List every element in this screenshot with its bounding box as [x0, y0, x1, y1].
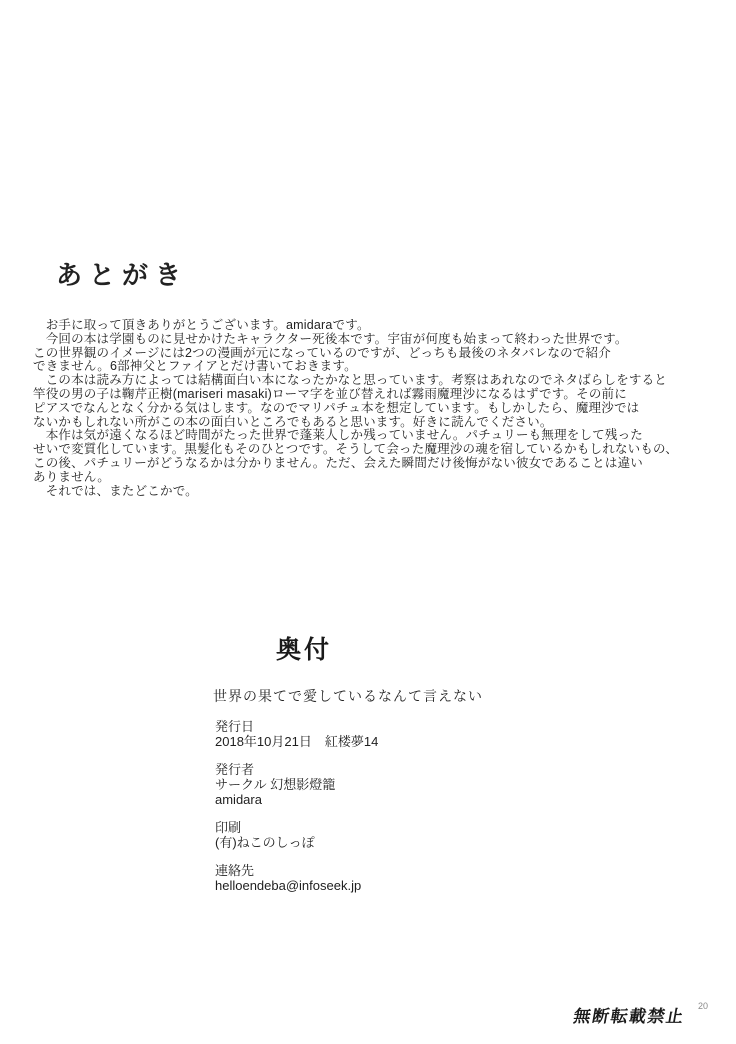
- copyright-notice: 無断転載禁止: [571, 1007, 687, 1026]
- colophon-label: 印刷: [215, 820, 242, 835]
- colophon-group-publication-date: [215, 719, 378, 749]
- afterword-line: この本は読み方によっては結構面白い本になったかなと思っています。考察はあれなのでネタばらしをすると: [33, 373, 668, 388]
- page-number: 20: [698, 1001, 709, 1011]
- afterword-text: [33, 319, 723, 498]
- publication-date-value: 2018年10月21日 紅楼夢14: [215, 734, 379, 749]
- afterword-line: それでは、またどこかで。: [33, 483, 198, 498]
- contact-email-value: helloendeba@infoseek.jp: [215, 878, 362, 893]
- colophon-group-publisher: [215, 762, 378, 807]
- colophon-group-contact: [215, 863, 378, 893]
- colophon-heading: 奥付: [276, 636, 333, 664]
- afterword-line: ないかもしれない所がこの本の面白いところでもあると思います。好きに読んでください。: [33, 414, 553, 429]
- afterword-line: 今回の本は学園ものに見せかけたキャラクター死後本です。宇宙が何度も始まって終わった世界です。: [33, 331, 628, 346]
- afterword-line: せいで変質化しています。黒髪化もそのひとつです。そうして会った魔理沙の魂を宿しているかもしれないもの、: [33, 442, 678, 457]
- afterword-line: ピアスでなんとなく分かる気はします。なのでマリパチュ本を想定しています。もしかしたら、魔理沙では: [33, 400, 640, 415]
- colophon-label: 発行日: [215, 719, 255, 734]
- printer-value: (有)ねこのしっぽ: [215, 835, 315, 850]
- colophon-block: [215, 719, 378, 906]
- afterword-line: 本作は気が遠くなるほど時間がたった世界で蓬莱人しか残っていません。パチュリーも無理をして残った: [33, 428, 643, 443]
- publisher-author-value: amidara: [215, 792, 262, 807]
- afterword-line: ありません。: [33, 469, 110, 484]
- afterword-heading: あとがき: [56, 260, 189, 290]
- afterword-line: お手に取って頂きありがとうございます。amidaraです。: [33, 318, 370, 332]
- colophon-group-printer: [215, 820, 378, 850]
- colophon-label: 連絡先: [215, 863, 255, 878]
- publisher-circle-value: サークル 幻想影燈籠: [215, 777, 336, 792]
- afterword-line: できません。6部神父とファイアとだけ書いておきます。: [33, 359, 357, 374]
- afterword-line: 竿役の男の子は鞠芹正樹(mariseri masaki)ローマ字を並び替えれば霧雨魔理沙になるはずです。その前に: [33, 386, 627, 401]
- colophon-label: 発行者: [215, 762, 255, 777]
- afterword-line: この後、パチュリーがどうなるかは分かりません。ただ、会えた瞬間だけ後悔がない彼女であることは違い: [33, 455, 643, 470]
- book-title: 世界の果てで愛しているなんて言えない: [213, 688, 483, 704]
- afterword-line: この世界観のイメージには2つの漫画が元になっているのですが、どっちも最後のネタバレなので紹介: [33, 345, 611, 360]
